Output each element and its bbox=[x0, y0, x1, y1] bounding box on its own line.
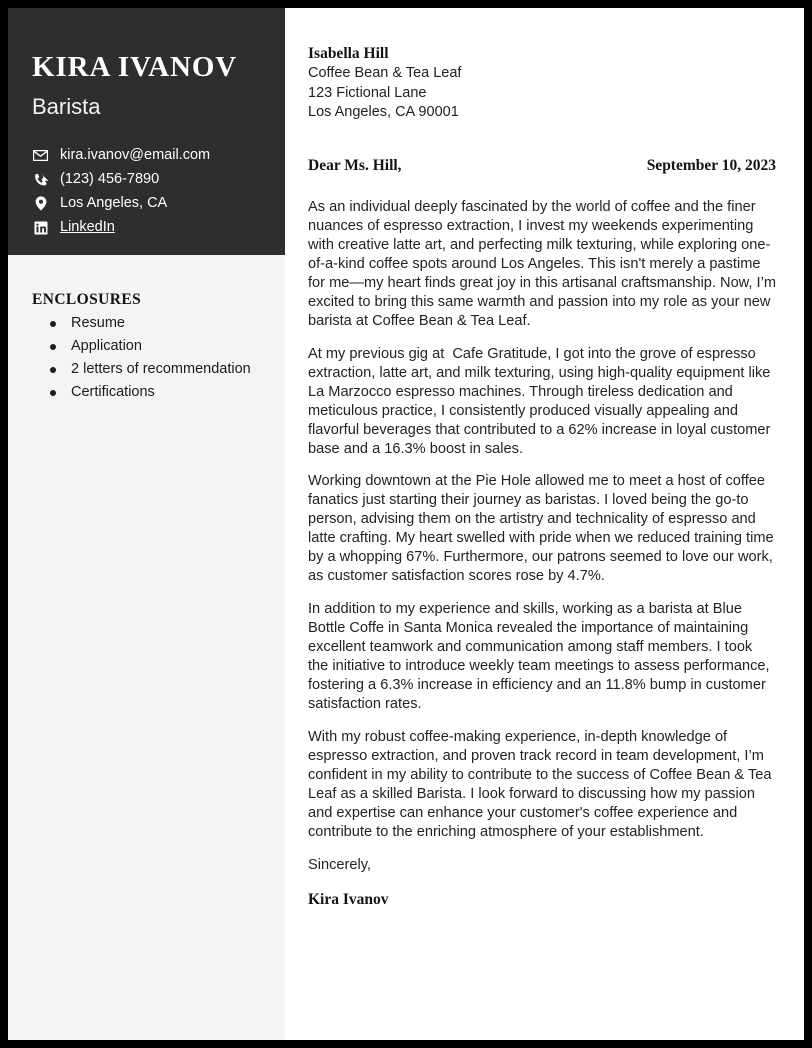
contact-item-linkedin[interactable] bbox=[32, 218, 261, 237]
letter-date: September 10, 2023 bbox=[646, 157, 776, 175]
candidate-job-title: Barista bbox=[32, 93, 101, 119]
letter-paragraph: With my robust coffee-making experience, in-depth knowledge of espresso extraction, and proven track record in team development, I’m confident in my ability to contribute to the success of Coffee Bean & Tea Leaf as a skilled Barista. I look forward to discussing how my passion and expertise can enhance your customer's coffee experience and contribute to the enriching atmosphere of your establishment. bbox=[308, 729, 776, 840]
candidate-name: KIRA IVANOV bbox=[32, 51, 238, 83]
contact-item-phone bbox=[32, 170, 261, 189]
contact-linkedin-link[interactable]: LinkedIn bbox=[60, 219, 115, 236]
recipient-block bbox=[308, 44, 776, 122]
salutation: Dear Ms. Hill, bbox=[308, 157, 402, 175]
letter-paragraph: Working downtown at the Pie Hole allowed me to meet a host of coffee fanatics just starting their journey as baristas. I loved being the go-to person, advising them on the artistry and technicality of espresso and latte crafting. My heart swelled with pride when we reduced training time by a whopping 67%. Furthermore, our patrons seemed to love our work, as customer satisfaction scores rose by 4.7%. bbox=[308, 473, 778, 585]
contact-location-text: Los Angeles, CA bbox=[60, 195, 168, 212]
letter-paragraph: At my previous gig at Cafe Gratitude, I got into the grove of espresso extraction, latte art, and milk texturing, using high-quality equipment like La Marzocco espresso machines. Through tireless dedication and meticulous practice, I consistently produced visually appealing and flavorful beverages that contributed to a 62% increase in loyal customer base and a 16.3% boost in sales. bbox=[308, 345, 775, 457]
contact-phone-text: (123) 456-7890 bbox=[60, 171, 160, 188]
recipient-name: Isabella Hill bbox=[308, 45, 389, 62]
cover-letter-page bbox=[8, 8, 804, 1040]
phone-icon bbox=[32, 172, 49, 188]
letter-body bbox=[308, 8, 781, 909]
enclosure-item: Application bbox=[50, 339, 265, 354]
sidebar bbox=[8, 8, 285, 1040]
contact-item-email bbox=[32, 146, 261, 165]
enclosures-heading: ENCLOSURES bbox=[32, 291, 142, 308]
contact-list bbox=[32, 146, 261, 237]
contact-email-text: kira.ivanov@email.com bbox=[60, 147, 211, 164]
sidebar-header bbox=[8, 8, 285, 255]
envelope-icon bbox=[32, 148, 49, 164]
letter-closing: Sincerely, bbox=[308, 856, 371, 873]
recipient-street: 123 Fictional Lane bbox=[308, 84, 427, 101]
location-pin-icon bbox=[32, 196, 49, 212]
salutation-row bbox=[308, 157, 776, 176]
enclosures-list bbox=[32, 316, 265, 400]
linkedin-icon bbox=[32, 220, 49, 236]
letter-signature: Kira Ivanov bbox=[308, 890, 389, 908]
enclosure-item: Resume bbox=[50, 316, 265, 331]
recipient-company: Coffee Bean & Tea Leaf bbox=[308, 65, 462, 82]
enclosures-section bbox=[8, 255, 285, 408]
enclosure-item: Certifications bbox=[50, 385, 265, 400]
contact-item-location bbox=[32, 194, 261, 213]
recipient-city-state-zip: Los Angeles, CA 90001 bbox=[308, 104, 459, 121]
letter-paragraph: In addition to my experience and skills, working as a barista at Blue Bottle Coffe in Santa Monica revealed the importance of maintaining excellent teamwork and communication among staff members. I took the initiative to introduce weekly team meetings to assess performance, fostering a 6.3% increase in efficiency and an 11.8% bump in customer satisfaction rates. bbox=[308, 601, 774, 713]
letter-paragraph: As an individual deeply fascinated by the world of coffee and the finer nuances of espresso extraction, I invest my weekends experimenting with creative latte art, and perfecting milk texturing, while exploring one-of-a-kind coffee spots around Los Angeles. This isn't merely a pastime for me—my heart finds great joy in this artisanal craftsmanship. Now, I’m excited to bring this same warmth and passion into my role as your new barista at Coffee Bean & Tea Leaf. bbox=[308, 198, 781, 329]
enclosure-item: 2 letters of recommendation bbox=[50, 362, 265, 377]
